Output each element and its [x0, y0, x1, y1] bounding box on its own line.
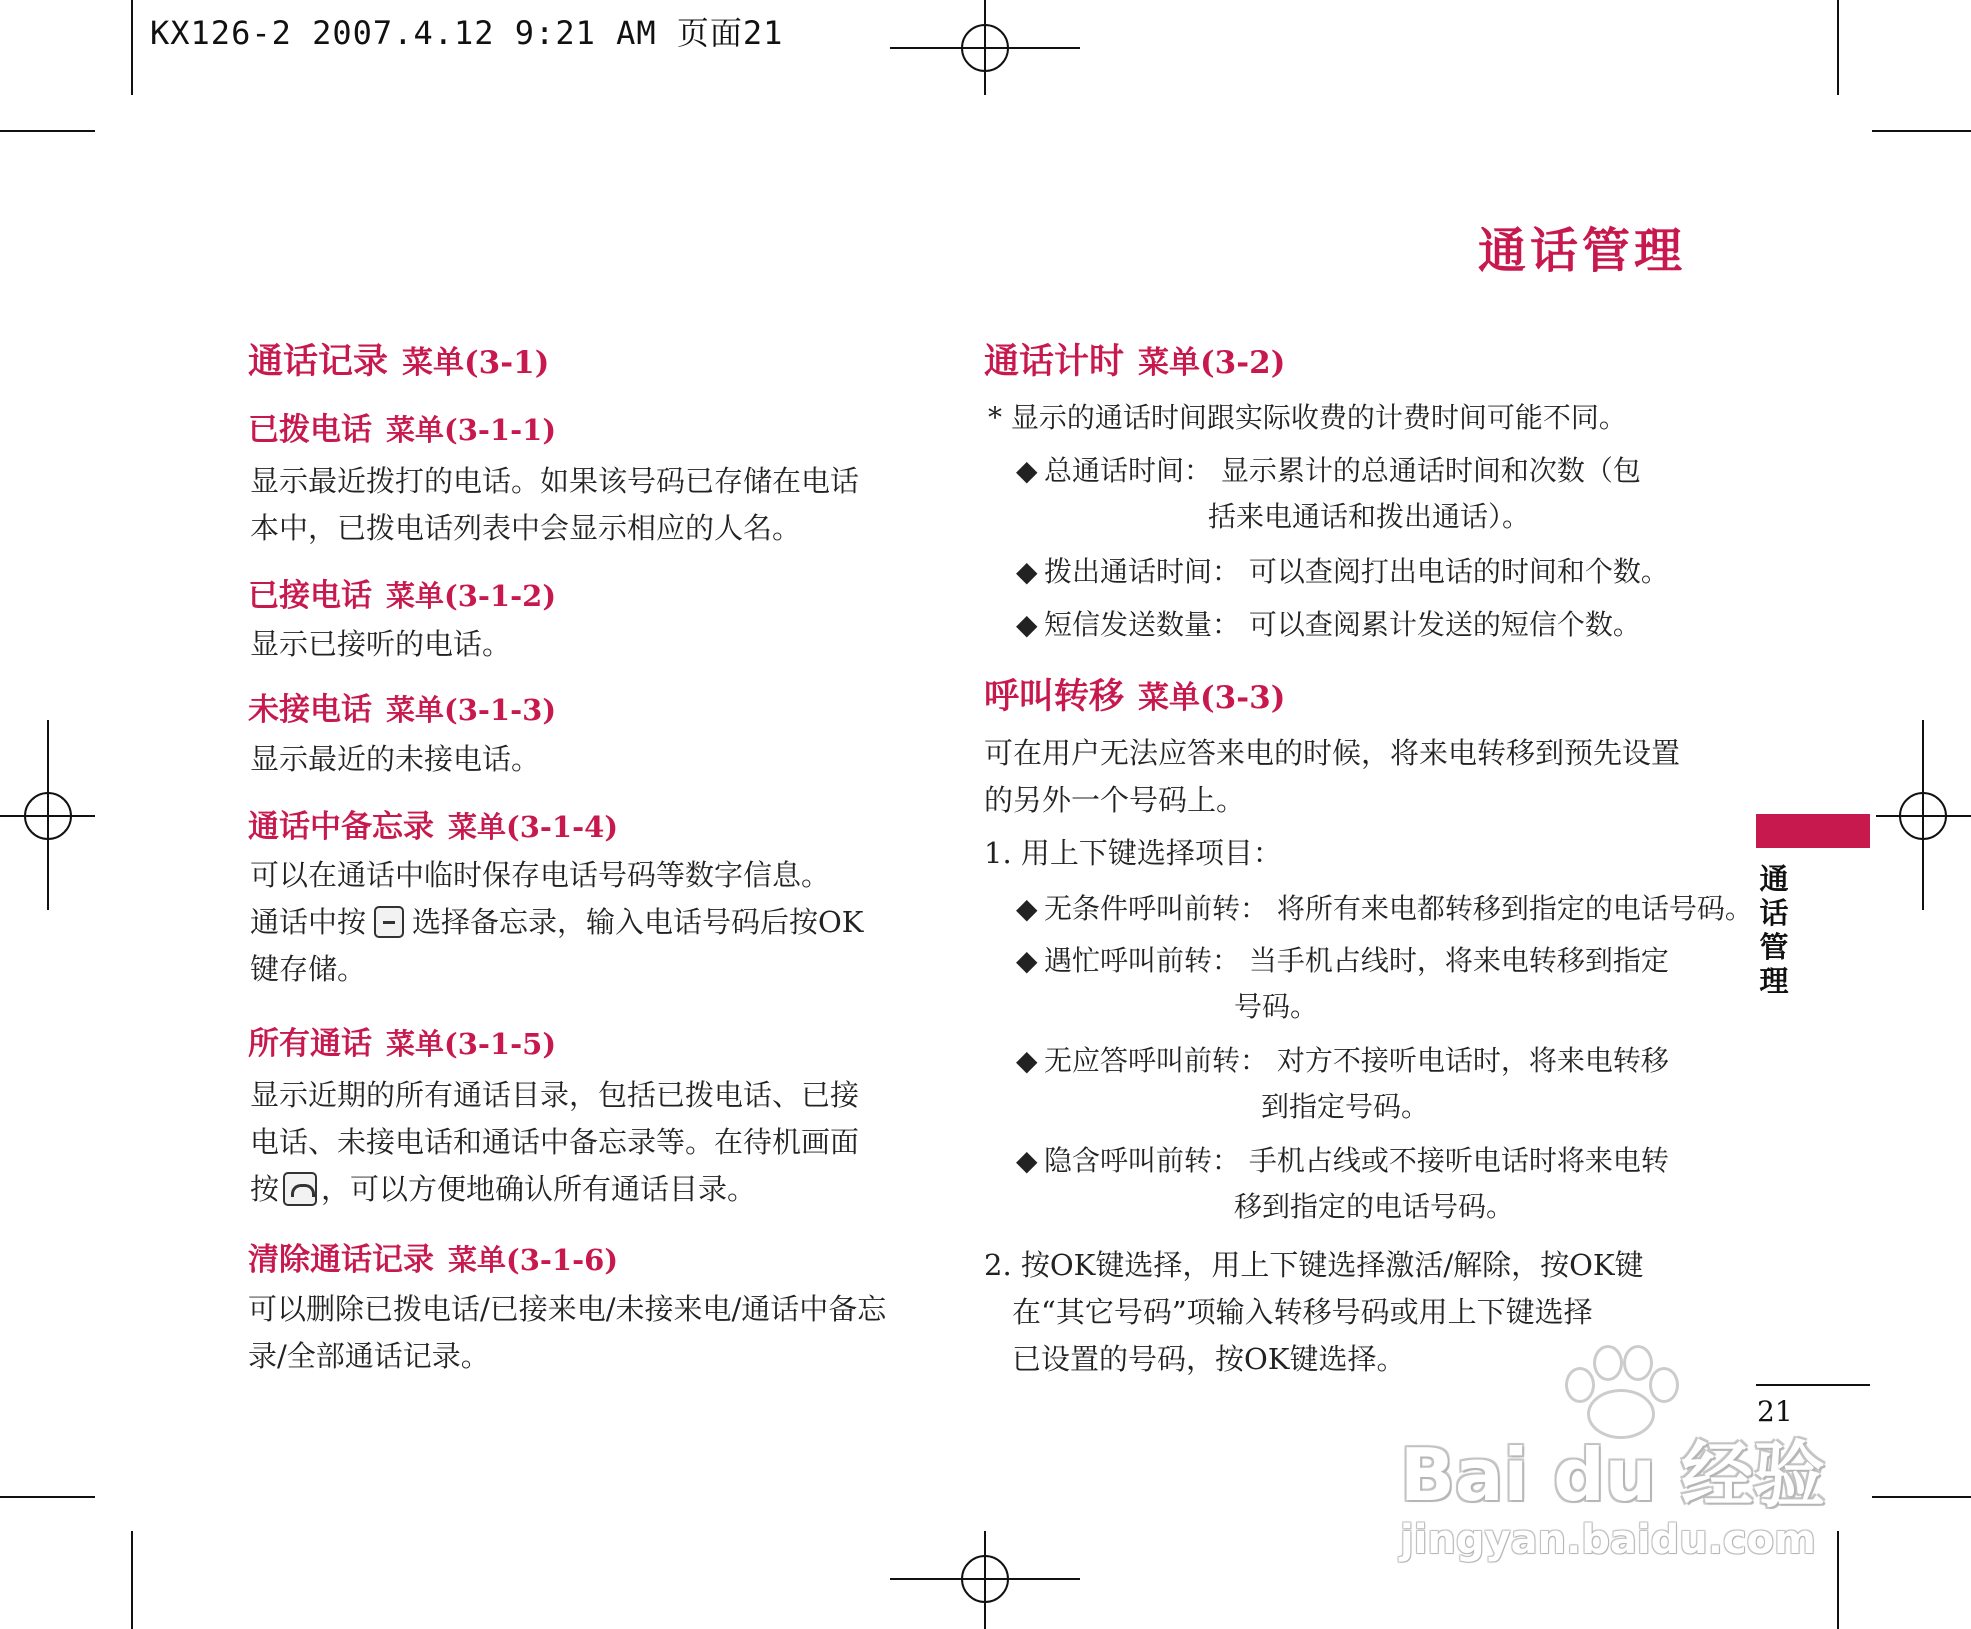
- call-divert-title: 呼叫转移: [984, 677, 1125, 717]
- all-calls-line-3-after: ，可以方便地确认所有通话目录。: [321, 1172, 757, 1206]
- baidu-watermark: [1400, 1345, 1880, 1575]
- dialed-title: 已拨电话: [248, 412, 372, 448]
- call-timer-heading: [984, 334, 1285, 384]
- all-calls-text: [250, 1072, 859, 1213]
- call-timer-title: 通话计时: [984, 342, 1125, 382]
- crop-mark-tl-v: [131, 0, 133, 95]
- received-title: 已接电话: [248, 578, 372, 614]
- page-number: 21: [1757, 1395, 1793, 1428]
- call-divert-intro: [984, 730, 1680, 824]
- call-divert-step-2-line-2: 在“其它号码”项输入转移号码或用上下键选择: [1012, 1295, 1593, 1329]
- all-calls-line-2: 电话、未接电话和通话中备忘录等。在待机画面: [250, 1125, 860, 1159]
- call-log-heading: [248, 334, 549, 384]
- call-divert-step-2-line-1: 2. 按OK键选择，用上下键选择激活/解除，按OK键: [984, 1248, 1644, 1282]
- divert-item-unconditional-text: 无条件呼叫前转： 将所有来电都转移到指定的电话号码。: [1044, 892, 1753, 925]
- bullet-icon: ◆: [1016, 555, 1038, 588]
- timer-item-sms: [1016, 602, 1641, 648]
- received-text: 显示已接听的电话。: [250, 627, 512, 661]
- divert-item-hidden-line-1: 隐含呼叫前转： 手机占线或不接听电话时将来电转: [1044, 1144, 1669, 1177]
- timer-item-sms-text: 短信发送数量： 可以查阅累计发送的短信个数。: [1044, 608, 1641, 641]
- all-calls-heading: [248, 1018, 556, 1063]
- memo-heading: [248, 801, 618, 846]
- crop-mark-tr-v: [1837, 0, 1839, 95]
- timer-item-outgoing: [1016, 549, 1669, 595]
- dialed-text: [250, 458, 859, 552]
- missed-heading: [248, 684, 556, 729]
- crop-mark-bl-h: [0, 1496, 95, 1498]
- divert-item-no-answer-line-1: 无应答呼叫前转： 对方不接听电话时，将来电转移: [1044, 1044, 1669, 1077]
- divert-item-no-answer-line-2: 到指定号码。: [1261, 1090, 1430, 1123]
- bullet-icon: ◆: [1016, 1144, 1038, 1177]
- dialed-line-1: 显示最近拨打的电话。如果该号码已存储在电话: [250, 464, 860, 498]
- missed-title: 未接电话: [248, 692, 372, 728]
- timer-item-total: [1016, 448, 1641, 540]
- call-timer-menu: 菜单(3-2): [1138, 345, 1286, 381]
- memo-line-2: [250, 899, 863, 946]
- bullet-icon: ◆: [1016, 944, 1038, 977]
- side-tab-char-3: 管: [1759, 930, 1789, 964]
- dialed-heading: [248, 404, 556, 449]
- memo-line-2-before: 通话中按: [250, 905, 367, 939]
- clear-log-menu: 菜单(3-1-6): [448, 1243, 619, 1277]
- all-calls-menu: 菜单(3-1-5): [386, 1027, 557, 1061]
- all-calls-line-1: 显示近期的所有通话目录，包括已拨电话、已接: [250, 1078, 860, 1112]
- all-calls-line-3: [250, 1166, 859, 1213]
- memo-text: [250, 852, 863, 993]
- section-tab-bar: [1756, 814, 1870, 848]
- clear-log-line-2: 录/全部通话记录。: [248, 1339, 490, 1373]
- received-menu: 菜单(3-1-2): [386, 579, 557, 613]
- section-side-tab: [1754, 862, 1794, 998]
- memo-title: 通话中备忘录: [248, 809, 434, 845]
- memo-line-2-after: 选择备忘录，输入电话号码后按OK: [412, 905, 864, 939]
- all-calls-title: 所有通话: [248, 1026, 372, 1062]
- divert-item-unconditional: [1016, 886, 1753, 932]
- crop-mark-br-h: [1872, 1496, 1971, 1498]
- side-tab-char-4: 理: [1759, 964, 1789, 998]
- side-tab-char-1: 通: [1759, 862, 1789, 896]
- watermark-brand: Bai du 经验: [1400, 1433, 1826, 1517]
- chapter-title: 通话管理: [1477, 223, 1686, 279]
- call-timer-note: * 显示的通话时间跟实际收费的计费时间可能不同。: [988, 401, 1627, 434]
- timer-item-total-line-2: 括来电通话和拨出通话）。: [1208, 500, 1531, 533]
- divert-item-busy: [1016, 938, 1669, 1030]
- clear-log-title: 清除通话记录: [248, 1242, 434, 1278]
- clear-log-heading: [248, 1234, 618, 1279]
- missed-menu: 菜单(3-1-3): [386, 693, 557, 727]
- crop-mark-tl-h: [0, 130, 95, 132]
- memo-line-1: 可以在通话中临时保存电话号码等数字信息。: [250, 858, 831, 892]
- divert-item-hidden: [1016, 1138, 1669, 1230]
- call-divert-step-2-line-3: 已设置的号码，按OK键选择。: [1012, 1342, 1406, 1376]
- missed-text: 显示最近的未接电话。: [250, 742, 541, 776]
- bullet-icon: ◆: [1016, 892, 1038, 925]
- bullet-icon: ◆: [1016, 454, 1038, 487]
- divert-item-busy-line-2: 号码。: [1234, 990, 1319, 1023]
- memo-menu: 菜单(3-1-4): [448, 810, 619, 844]
- call-divert-intro-line-1: 可在用户无法应答来电的时候，将来电转移到预先设置: [984, 736, 1681, 770]
- clear-log-text: [248, 1286, 886, 1380]
- call-divert-step-1: 1. 用上下键选择项目：: [984, 836, 1282, 870]
- memo-line-3: 键存储。: [250, 952, 367, 986]
- call-log-title: 通话记录: [248, 342, 389, 382]
- received-heading: [248, 570, 556, 615]
- timer-item-total-line-1: 总通话时间： 显示累计的总通话时间和次数（包: [1044, 454, 1641, 487]
- soft-key-icon: [374, 906, 404, 938]
- call-log-menu: 菜单(3-1): [402, 345, 550, 381]
- divert-item-no-answer: [1016, 1038, 1669, 1130]
- dialed-menu: 菜单(3-1-1): [386, 413, 557, 447]
- call-divert-menu: 菜单(3-3): [1138, 680, 1286, 716]
- end-call-key-icon: [283, 1172, 317, 1206]
- bullet-icon: ◆: [1016, 1044, 1038, 1077]
- clear-log-line-1: 可以删除已拨电话/已接来电/未接来电/通话中备忘: [248, 1292, 887, 1326]
- divert-item-busy-line-1: 遇忙呼叫前转： 当手机占线时，将来电转移到指定: [1044, 944, 1669, 977]
- timer-item-outgoing-text: 拨出通话时间： 可以查阅打出电话的时间和个数。: [1044, 555, 1669, 588]
- crop-mark-bl-v: [131, 1531, 133, 1629]
- call-divert-intro-line-2: 的另外一个号码上。: [984, 783, 1246, 817]
- crop-mark-tr-h: [1872, 130, 1971, 132]
- print-slug: KX126-2 2007.4.12 9:21 AM 页面21: [150, 14, 784, 52]
- side-tab-char-2: 话: [1759, 896, 1789, 930]
- call-divert-heading: [984, 669, 1285, 719]
- bullet-icon: ◆: [1016, 608, 1038, 641]
- divert-item-hidden-line-2: 移到指定的电话号码。: [1234, 1190, 1515, 1223]
- dialed-line-2: 本中，已拨电话列表中会显示相应的人名。: [250, 511, 802, 545]
- all-calls-line-3-before: 按: [250, 1172, 280, 1206]
- watermark-url: jingyan.baidu.com: [1400, 1517, 1816, 1563]
